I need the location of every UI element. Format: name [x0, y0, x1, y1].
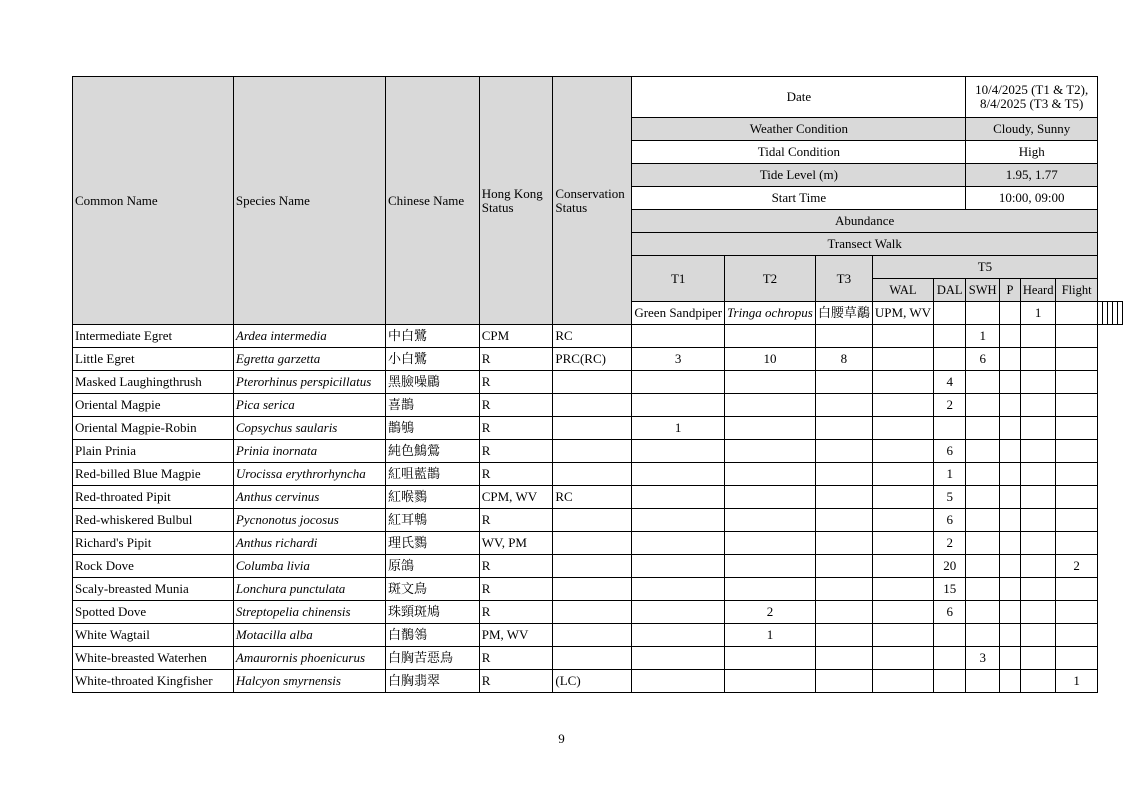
count-t5-p-cell [1000, 624, 1021, 647]
header-t5-wal: WAL [872, 279, 933, 302]
hong-kong-status-cell: R [479, 670, 553, 693]
hong-kong-status-cell: WV, PM [479, 532, 553, 555]
count-t5-p-cell [1000, 394, 1021, 417]
count-t2-cell [725, 670, 816, 693]
count-t5-p-cell [1000, 555, 1021, 578]
count-t5-dal-cell: 6 [934, 509, 966, 532]
count-t5-dal-cell: 20 [934, 555, 966, 578]
conservation-status-cell [553, 578, 632, 601]
species-name-cell: Anthus cervinus [233, 486, 385, 509]
common-name-cell: Little Egret [73, 348, 234, 371]
count-t5-p-cell [1000, 463, 1021, 486]
count-t5-flight-cell [1056, 417, 1098, 440]
species-name-cell: Pterorhinus perspicillatus [233, 371, 385, 394]
header-t1: T1 [632, 256, 725, 302]
chinese-name-cell: 紅咀藍鵲 [385, 463, 479, 486]
hong-kong-status-cell: R [479, 578, 553, 601]
chinese-name-cell: 斑文鳥 [385, 578, 479, 601]
hong-kong-status-cell: CPM [479, 325, 553, 348]
count-t5-dal-cell: 15 [934, 578, 966, 601]
chinese-name-cell: 黑臉噪鶥 [385, 371, 479, 394]
count-t5-wal-cell [872, 624, 933, 647]
conservation-status-cell [553, 394, 632, 417]
count-t1-cell [632, 555, 725, 578]
count-t3-cell [815, 371, 872, 394]
conservation-status-cell [934, 302, 966, 325]
count-t5-wal-cell [872, 325, 933, 348]
count-t1-cell: 3 [632, 348, 725, 371]
count-t5-p-cell [1000, 348, 1021, 371]
common-name-cell: White-throated Kingfisher [73, 670, 234, 693]
count-t5-flight-cell [1118, 302, 1123, 325]
count-t5-dal-cell [934, 417, 966, 440]
count-t5-p-cell [1000, 532, 1021, 555]
count-t2-cell [725, 394, 816, 417]
table-row [73, 509, 1123, 532]
count-t3-cell: 8 [815, 348, 872, 371]
count-t2-cell [725, 440, 816, 463]
hong-kong-status-cell: R [479, 601, 553, 624]
table-row [73, 624, 1123, 647]
species-name-cell: Urocissa erythrorhyncha [233, 463, 385, 486]
count-t1-cell [632, 601, 725, 624]
count-t3-cell [815, 325, 872, 348]
count-t5-flight-cell [1056, 578, 1098, 601]
count-t1-cell [632, 394, 725, 417]
chinese-name-cell: 原鴿 [385, 555, 479, 578]
conservation-status-cell [553, 463, 632, 486]
chinese-name-cell: 紅喉鷚 [385, 486, 479, 509]
species-name-cell: Prinia inornata [233, 440, 385, 463]
count-t2-cell [725, 486, 816, 509]
common-name-cell: Intermediate Egret [73, 325, 234, 348]
hong-kong-status-cell: R [479, 371, 553, 394]
table-row [73, 463, 1123, 486]
count-t5-heard-cell [1021, 440, 1056, 463]
conservation-status-cell: PRC(RC) [553, 348, 632, 371]
count-t5-heard-cell [1021, 325, 1056, 348]
species-name-cell: Columba livia [233, 555, 385, 578]
count-t5-wal-cell [872, 417, 933, 440]
count-t5-dal-cell: 1 [934, 463, 966, 486]
count-t5-swh-cell [966, 624, 1000, 647]
species-name-cell: Lonchura punctulata [233, 578, 385, 601]
count-t5-heard-cell [1021, 417, 1056, 440]
count-t2-cell [725, 555, 816, 578]
conservation-status-cell: RC [553, 486, 632, 509]
count-t5-swh-cell: 1 [966, 325, 1000, 348]
count-t2-cell: 1 [725, 624, 816, 647]
count-t5-flight-cell [1056, 532, 1098, 555]
count-t5-p-cell [1000, 647, 1021, 670]
table-row [73, 578, 1123, 601]
count-t5-swh-cell [966, 509, 1000, 532]
count-t5-dal-cell [934, 647, 966, 670]
header-conservation-status: Conservation Status [553, 77, 632, 325]
weather-label: Weather Condition [632, 118, 966, 141]
bird-survey-table [72, 76, 1123, 693]
chinese-name-cell: 白胸翡翠 [385, 670, 479, 693]
count-t5-flight-cell [1056, 325, 1098, 348]
count-t3-cell [815, 601, 872, 624]
tidal-label: Tidal Condition [632, 141, 966, 164]
chinese-name-cell: 小白鷺 [385, 348, 479, 371]
count-t5-p-cell [1000, 601, 1021, 624]
hong-kong-status-cell: R [479, 463, 553, 486]
count-t5-heard-cell [1021, 601, 1056, 624]
count-t5-swh-cell [966, 371, 1000, 394]
common-name-cell: Rock Dove [73, 555, 234, 578]
count-t1-cell [632, 463, 725, 486]
species-name-cell: Motacilla alba [233, 624, 385, 647]
hong-kong-status-cell: R [479, 509, 553, 532]
count-t5-heard-cell [1021, 578, 1056, 601]
count-t2-cell: 10 [725, 348, 816, 371]
hong-kong-status-cell: R [479, 417, 553, 440]
count-t5-heard-cell [1021, 532, 1056, 555]
chinese-name-cell: 理氏鷚 [385, 532, 479, 555]
table-row [73, 440, 1123, 463]
count-t2-cell [725, 463, 816, 486]
count-t5-flight-cell [1056, 624, 1098, 647]
count-t5-dal-cell [934, 624, 966, 647]
count-t5-heard-cell [1021, 463, 1056, 486]
count-t2-cell [725, 647, 816, 670]
count-t5-flight-cell [1056, 394, 1098, 417]
count-t5-wal-cell [1056, 302, 1098, 325]
count-t5-wal-cell [872, 348, 933, 371]
count-t5-dal-cell [934, 325, 966, 348]
count-t3-cell [815, 670, 872, 693]
header-hong-kong-status: Hong Kong Status [479, 77, 553, 325]
count-t1-cell [632, 532, 725, 555]
count-t5-wal-cell [872, 670, 933, 693]
species-name-cell: Anthus richardi [233, 532, 385, 555]
count-t5-dal-cell: 6 [934, 440, 966, 463]
common-name-cell: Red-throated Pipit [73, 486, 234, 509]
common-name-cell: Richard's Pipit [73, 532, 234, 555]
count-t1-cell [632, 440, 725, 463]
count-t5-heard-cell [1021, 394, 1056, 417]
count-t5-swh-cell [966, 463, 1000, 486]
count-t1-cell [632, 647, 725, 670]
count-t5-wal-cell [872, 440, 933, 463]
count-t3-cell [815, 463, 872, 486]
count-t5-swh-cell: 3 [966, 647, 1000, 670]
common-name-cell: Green Sandpiper [632, 302, 725, 325]
header-chinese-name: Chinese Name [385, 77, 479, 325]
count-t1-cell [632, 509, 725, 532]
count-t5-flight-cell [1056, 371, 1098, 394]
count-t5-flight-cell: 2 [1056, 555, 1098, 578]
count-t5-wal-cell [872, 371, 933, 394]
count-t5-wal-cell [872, 647, 933, 670]
count-t1-cell [632, 371, 725, 394]
count-t5-dal-cell [934, 348, 966, 371]
table-row [73, 325, 1123, 348]
tide-level-value: 1.95, 1.77 [966, 164, 1098, 187]
count-t5-p-cell [1000, 371, 1021, 394]
header-common-name: Common Name [73, 77, 234, 325]
count-t3-cell [815, 578, 872, 601]
common-name-cell: White-breasted Waterhen [73, 647, 234, 670]
count-t5-p-cell [1000, 509, 1021, 532]
count-t5-flight-cell [1056, 647, 1098, 670]
table-row [73, 394, 1123, 417]
count-t3-cell [815, 647, 872, 670]
conservation-status-cell [553, 647, 632, 670]
species-name-cell: Pica serica [233, 394, 385, 417]
count-t5-p-cell [1000, 578, 1021, 601]
count-t5-wal-cell [872, 486, 933, 509]
count-t2-cell [725, 325, 816, 348]
count-t5-heard-cell [1021, 486, 1056, 509]
start-time-value: 10:00, 09:00 [966, 187, 1098, 210]
date-value: 10/4/2025 (T1 & T2), 8/4/2025 (T3 & T5) [966, 77, 1098, 118]
species-name-cell: Amaurornis phoenicurus [233, 647, 385, 670]
count-t5-heard-cell [1021, 624, 1056, 647]
count-t5-swh-cell [966, 555, 1000, 578]
conservation-status-cell [553, 624, 632, 647]
conservation-status-cell [553, 440, 632, 463]
count-t5-p-cell [1000, 417, 1021, 440]
header-t5-heard: Heard [1021, 279, 1056, 302]
count-t5-wal-cell [872, 601, 933, 624]
count-t3-cell [815, 486, 872, 509]
chinese-name-cell: 中白鷺 [385, 325, 479, 348]
header-t5-flight: Flight [1056, 279, 1098, 302]
conservation-status-cell: (LC) [553, 670, 632, 693]
common-name-cell: Scaly-breasted Munia [73, 578, 234, 601]
hong-kong-status-cell: PM, WV [479, 624, 553, 647]
count-t5-swh-cell: 6 [966, 348, 1000, 371]
count-t5-swh-cell [966, 486, 1000, 509]
table-row [73, 670, 1123, 693]
species-name-cell: Pycnonotus jocosus [233, 509, 385, 532]
count-t5-heard-cell [1021, 670, 1056, 693]
count-t5-swh-cell [966, 394, 1000, 417]
count-t2-cell [1000, 302, 1021, 325]
count-t5-heard-cell [1021, 555, 1056, 578]
count-t1-cell [966, 302, 1000, 325]
count-t3-cell [815, 624, 872, 647]
species-name-cell: Streptopelia chinensis [233, 601, 385, 624]
count-t5-wal-cell [872, 555, 933, 578]
count-t5-heard-cell [1021, 509, 1056, 532]
abundance-header: Abundance [632, 210, 1098, 233]
species-name-cell: Copsychus saularis [233, 417, 385, 440]
count-t5-dal-cell: 2 [934, 532, 966, 555]
count-t5-heard-cell [1021, 348, 1056, 371]
chinese-name-cell: 珠頸斑鳩 [385, 601, 479, 624]
table-row [73, 532, 1123, 555]
count-t2-cell [725, 532, 816, 555]
tidal-value: High [966, 141, 1098, 164]
count-t5-dal-cell: 4 [934, 371, 966, 394]
count-t5-heard-cell [1021, 647, 1056, 670]
count-t5-dal-cell: 6 [934, 601, 966, 624]
count-t5-p-cell [1000, 325, 1021, 348]
chinese-name-cell: 紅耳鵯 [385, 509, 479, 532]
conservation-status-cell [553, 371, 632, 394]
count-t5-swh-cell [966, 670, 1000, 693]
count-t5-swh-cell [966, 440, 1000, 463]
chinese-name-cell: 喜鵲 [385, 394, 479, 417]
count-t5-flight-cell [1056, 440, 1098, 463]
table-row [73, 371, 1123, 394]
count-t1-cell: 1 [632, 417, 725, 440]
header-species-name: Species Name [233, 77, 385, 325]
hong-kong-status-cell: R [479, 440, 553, 463]
table-row [73, 417, 1123, 440]
common-name-cell: White Wagtail [73, 624, 234, 647]
count-t5-wal-cell [872, 394, 933, 417]
common-name-cell: Plain Prinia [73, 440, 234, 463]
count-t5-dal-cell: 2 [934, 394, 966, 417]
species-name-cell: Tringa ochropus [725, 302, 816, 325]
header-t5: T5 [872, 256, 1097, 279]
count-t3-cell [815, 532, 872, 555]
header-t5-p: P [1000, 279, 1021, 302]
weather-value: Cloudy, Sunny [966, 118, 1098, 141]
species-name-cell: Halcyon smyrnensis [233, 670, 385, 693]
count-t5-flight-cell: 1 [1056, 670, 1098, 693]
conservation-status-cell: RC [553, 325, 632, 348]
date-label: Date [632, 77, 966, 118]
table-row [73, 601, 1123, 624]
hong-kong-status-cell: R [479, 348, 553, 371]
count-t5-swh-cell [966, 417, 1000, 440]
count-t5-dal-cell [934, 670, 966, 693]
count-t5-flight-cell [1056, 601, 1098, 624]
count-t3-cell [815, 509, 872, 532]
start-time-label: Start Time [632, 187, 966, 210]
count-t1-cell [632, 624, 725, 647]
table-row [73, 555, 1123, 578]
common-name-cell: Oriental Magpie-Robin [73, 417, 234, 440]
count-t5-p-cell [1000, 440, 1021, 463]
count-t1-cell [632, 325, 725, 348]
page-number: 9 [558, 731, 565, 746]
hong-kong-status-cell: R [479, 555, 553, 578]
header-t2: T2 [725, 256, 816, 302]
table-row [73, 486, 1123, 509]
count-t5-flight-cell [1056, 509, 1098, 532]
table-row [73, 647, 1123, 670]
conservation-status-cell [553, 555, 632, 578]
count-t5-flight-cell [1056, 486, 1098, 509]
count-t1-cell [632, 486, 725, 509]
common-name-cell: Red-whiskered Bulbul [73, 509, 234, 532]
count-t1-cell [632, 578, 725, 601]
header-t5-dal: DAL [934, 279, 966, 302]
count-t3-cell [815, 555, 872, 578]
count-t5-p-cell [1000, 486, 1021, 509]
count-t5-wal-cell [872, 463, 933, 486]
count-t5-heard-cell [1021, 371, 1056, 394]
header-t5-swh: SWH [966, 279, 1000, 302]
count-t5-flight-cell [1056, 348, 1098, 371]
species-name-cell: Ardea intermedia [233, 325, 385, 348]
transect-walk-header: Transect Walk [632, 233, 1098, 256]
conservation-status-cell [553, 509, 632, 532]
common-name-cell: Spotted Dove [73, 601, 234, 624]
table-row [73, 348, 1123, 371]
chinese-name-cell: 白胸苦惡鳥 [385, 647, 479, 670]
count-t5-wal-cell [872, 532, 933, 555]
count-t1-cell [632, 670, 725, 693]
common-name-cell: Red-billed Blue Magpie [73, 463, 234, 486]
conservation-status-cell [553, 601, 632, 624]
conservation-status-cell [553, 532, 632, 555]
common-name-cell: Masked Laughingthrush [73, 371, 234, 394]
count-t2-cell [725, 417, 816, 440]
count-t2-cell: 2 [725, 601, 816, 624]
tide-level-label: Tide Level (m) [632, 164, 966, 187]
count-t2-cell [725, 371, 816, 394]
common-name-cell: Oriental Magpie [73, 394, 234, 417]
chinese-name-cell: 白鶺鴒 [385, 624, 479, 647]
count-t3-cell [815, 417, 872, 440]
count-t3-cell [815, 440, 872, 463]
hong-kong-status-cell: R [479, 394, 553, 417]
header-t3: T3 [815, 256, 872, 302]
count-t3-cell [815, 394, 872, 417]
count-t5-flight-cell [1056, 463, 1098, 486]
count-t5-wal-cell [872, 509, 933, 532]
chinese-name-cell: 鵲鴝 [385, 417, 479, 440]
count-t5-swh-cell [966, 578, 1000, 601]
species-name-cell: Egretta garzetta [233, 348, 385, 371]
count-t5-p-cell [1000, 670, 1021, 693]
count-t5-swh-cell [966, 601, 1000, 624]
count-t3-cell: 1 [1021, 302, 1056, 325]
count-t2-cell [725, 509, 816, 532]
chinese-name-cell: 純色鷦鶯 [385, 440, 479, 463]
hong-kong-status-cell: UPM, WV [872, 302, 933, 325]
hong-kong-status-cell: R [479, 647, 553, 670]
conservation-status-cell [553, 417, 632, 440]
chinese-name-cell: 白腰草鷸 [815, 302, 872, 325]
hong-kong-status-cell: CPM, WV [479, 486, 553, 509]
count-t5-dal-cell: 5 [934, 486, 966, 509]
count-t2-cell [725, 578, 816, 601]
count-t5-swh-cell [966, 532, 1000, 555]
count-t5-wal-cell [872, 578, 933, 601]
